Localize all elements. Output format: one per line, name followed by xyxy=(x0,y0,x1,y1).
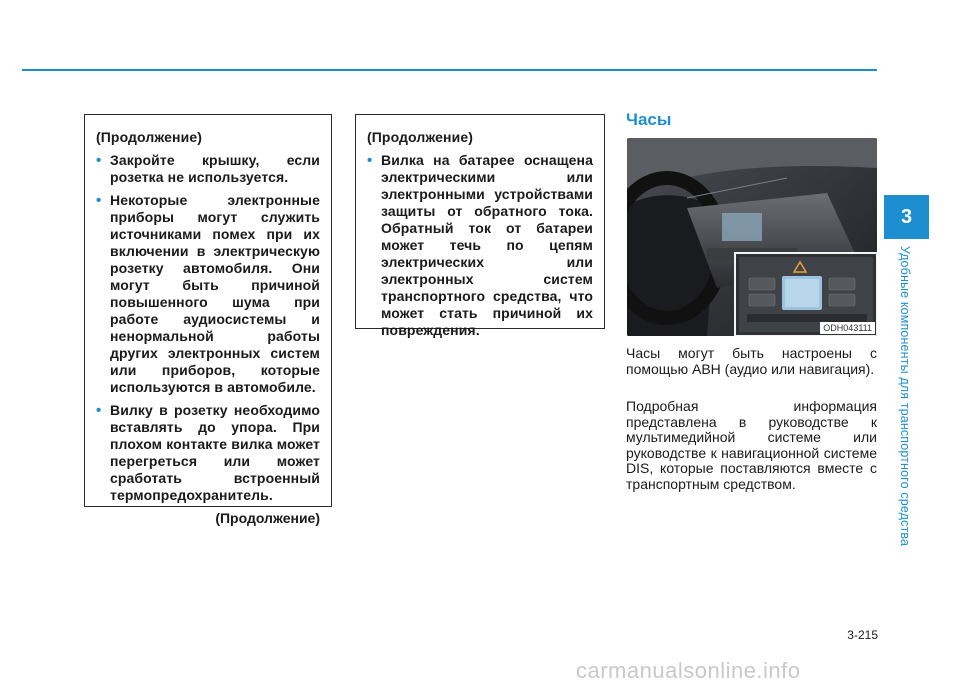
note-heading: (Продолжение) xyxy=(367,129,473,145)
section-title: Часы xyxy=(626,110,672,129)
note-heading: (Продолжение) xyxy=(96,129,202,145)
chapter-title-vertical: Удобные компоненты для транспортного средства xyxy=(898,246,912,547)
clock-paragraph-2: Подробная информация представлена в руководстве к мультимедийной системе или руководстве к навигационной системе DIS, которые поставляются вместе с транспортным средством. xyxy=(626,398,877,492)
page-number: 3-215 xyxy=(847,628,878,642)
bullet-icon: • xyxy=(96,402,102,419)
note-item: • Некоторые электронные приборы могут служить источниками помех при их включении в электрическую розетку автомобиля. Они могут быть причиной повышенного шума при работе аудиосистемы и ненормальной работы других электронных систем или приборов, которые используются в автомобиле. xyxy=(96,192,320,395)
clock-dashboard-photo xyxy=(627,138,877,336)
note-list xyxy=(367,152,593,339)
note-item: • Вилку в розетку необходимо вставлять до упора. При плохом контакте вилка может перегреться или может сработать встроенный термопредохранитель. xyxy=(96,402,320,503)
bullet-icon: • xyxy=(367,152,373,169)
chapter-number-tab: 3 xyxy=(884,195,929,239)
continued-note-box-middle xyxy=(355,114,605,338)
dashboard-illustration xyxy=(627,138,877,336)
bullet-icon: • xyxy=(96,152,102,169)
header-rule xyxy=(22,69,877,71)
note-item: • Вилка на батарее оснащена электрическими или электронными устройствами защиты от обратного тока. Обратный ток от батареи может течь по цепям электрических или электронных систем транспортного средства, что может стать причиной их повреждения. xyxy=(367,152,593,338)
watermark: carmanualsonline.info xyxy=(576,658,801,683)
bullet-icon: • xyxy=(96,192,102,209)
image-code-label: ODH043111 xyxy=(820,322,875,334)
note-item: • Закройте крышку, если розетка не используется. xyxy=(96,152,320,185)
note-list xyxy=(96,152,320,504)
continued-note-box-left xyxy=(84,114,332,526)
note-footer: (Продолжение) xyxy=(215,510,320,526)
clock-paragraph-1: Часы могут быть настроены с помощью АВН (аудио или навигация). xyxy=(626,345,877,377)
